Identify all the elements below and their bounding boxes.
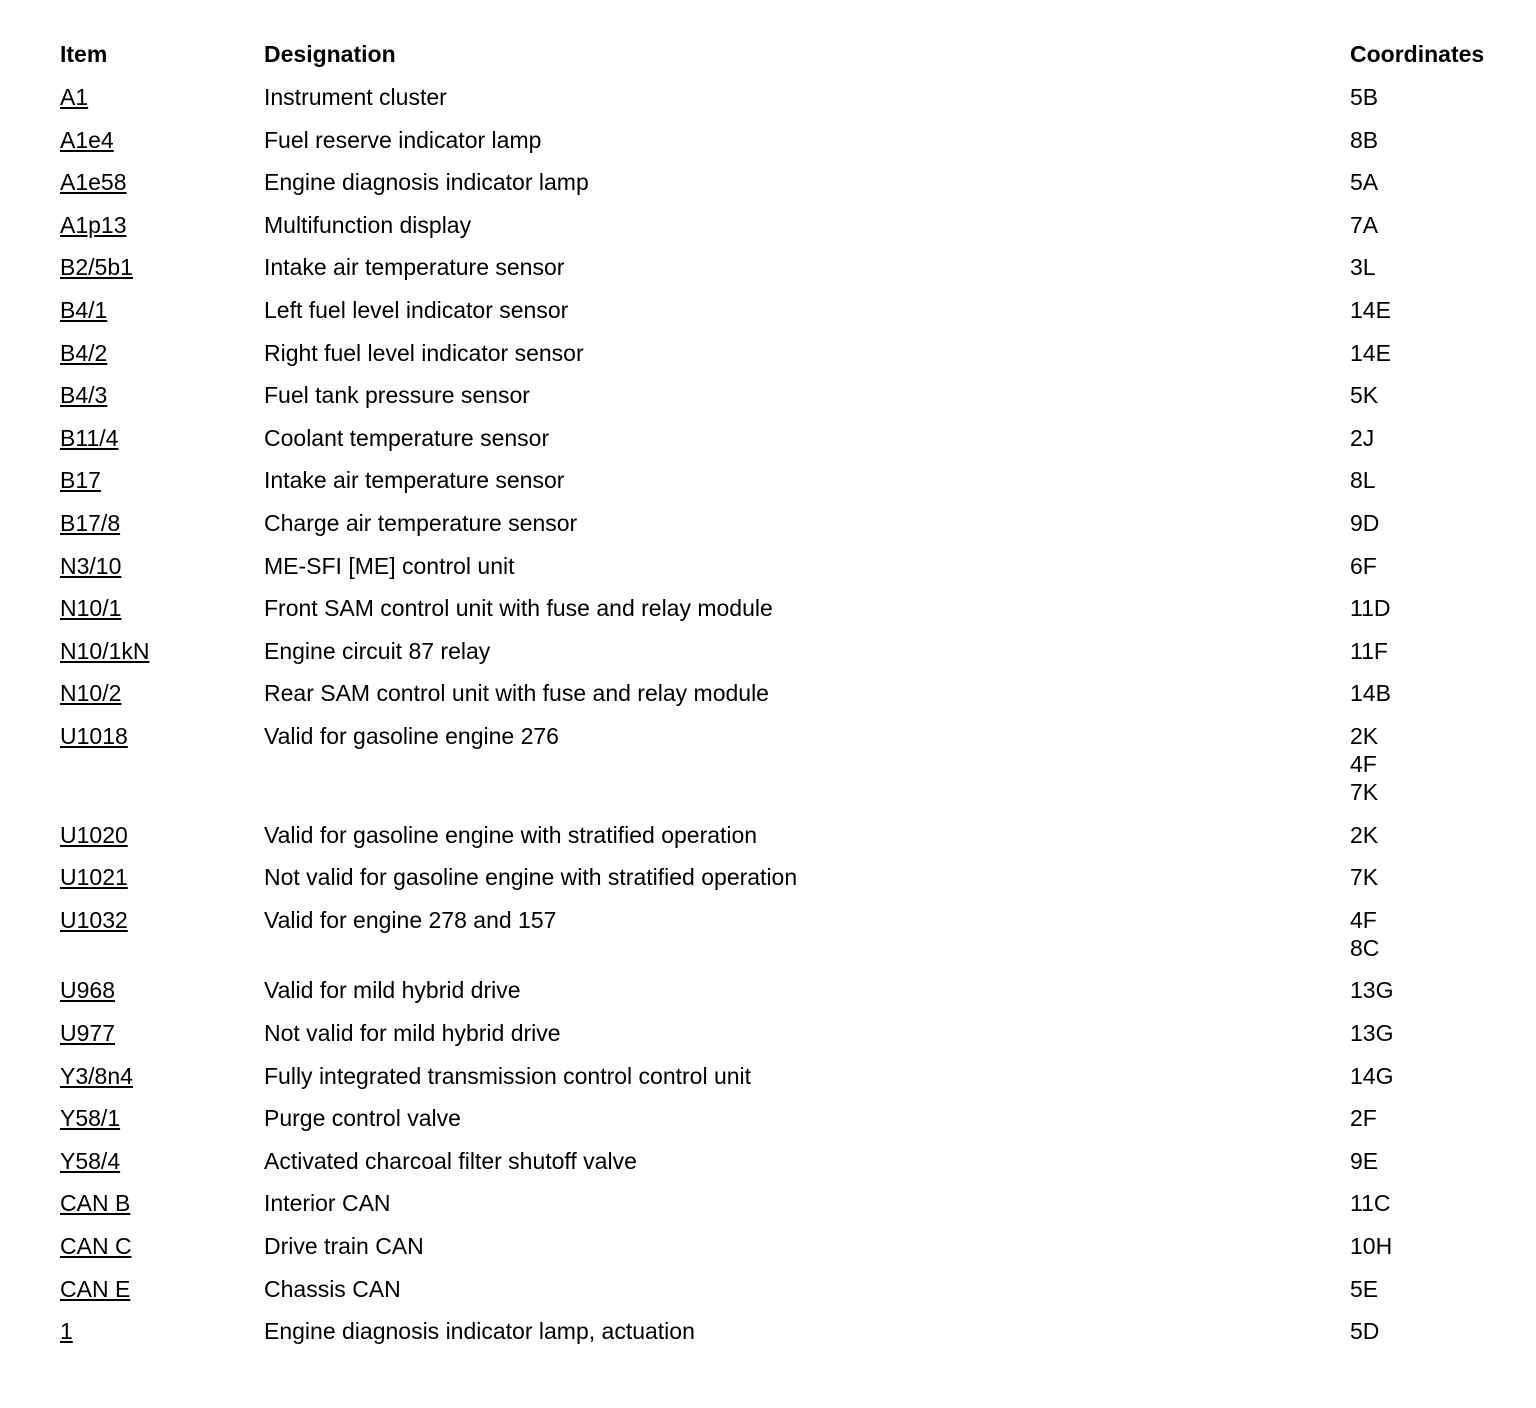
- coordinate-value: 11D: [1350, 595, 1391, 622]
- coordinates-cell: [1350, 509, 1379, 537]
- designation-text: Engine circuit 87 relay: [264, 637, 491, 664]
- coordinates-cell: [1350, 1104, 1377, 1132]
- designation-text: Drive train CAN: [264, 1233, 424, 1259]
- coordinates-cell: [1350, 1317, 1379, 1345]
- coordinate-value: 2F: [1350, 1105, 1377, 1132]
- item-link[interactable]: U1032: [60, 906, 128, 933]
- coordinate-value: 8L: [1350, 467, 1376, 494]
- coordinates-cell: [1350, 339, 1391, 367]
- coordinate-value: 11F: [1350, 637, 1388, 664]
- header-coordinates: Coordinates: [1350, 41, 1485, 67]
- coordinates-cell: [1350, 1147, 1378, 1175]
- item-link[interactable]: U1020: [60, 821, 128, 848]
- coordinates-cell: [1350, 722, 1378, 806]
- coordinates-cell: [1350, 466, 1376, 494]
- header-designation: Designation: [264, 41, 396, 67]
- designation-text: Not valid for mild hybrid drive: [264, 1020, 561, 1046]
- designation-text: Valid for gasoline engine with stratified operation: [264, 821, 758, 848]
- designation-text: Intake air temperature sensor: [264, 467, 565, 494]
- item-link[interactable]: B17/8: [60, 510, 121, 536]
- item-link[interactable]: A1e4: [60, 126, 114, 153]
- designation-text: Front SAM control unit with fuse and relay module: [264, 595, 773, 622]
- coordinate-value: 14G: [1350, 1062, 1394, 1089]
- designation-text: Charge air temperature sensor: [264, 510, 578, 536]
- item-link[interactable]: CAN B: [60, 1190, 131, 1217]
- coordinate-value: 4F: [1350, 751, 1377, 777]
- item-link[interactable]: U1018: [60, 723, 128, 749]
- coordinate-value: 8B: [1350, 126, 1379, 153]
- item-link[interactable]: B4/2: [60, 339, 108, 366]
- coordinate-value: 7A: [1350, 211, 1379, 238]
- coordinate-value: 14B: [1350, 680, 1391, 707]
- header-item: Item: [60, 41, 108, 67]
- item-link[interactable]: A1: [60, 84, 89, 110]
- designation-text: Valid for mild hybrid drive: [264, 977, 521, 1004]
- coordinate-value: 7K: [1350, 779, 1379, 805]
- coordinates-cell: [1350, 126, 1378, 154]
- coordinate-value: 5K: [1350, 382, 1379, 409]
- coordinate-value: 5D: [1350, 1318, 1380, 1345]
- item-link[interactable]: N10/2: [60, 680, 122, 707]
- item-link[interactable]: B17: [60, 467, 101, 494]
- coordinate-value: 6F: [1350, 552, 1377, 579]
- coordinates-cell: [1350, 168, 1378, 196]
- designation-text: Interior CAN: [264, 1190, 391, 1217]
- designation-text: Activated charcoal filter shutoff valve: [264, 1147, 637, 1174]
- designation-text: Instrument cluster: [264, 84, 447, 110]
- coordinate-value: 5B: [1350, 84, 1379, 110]
- designation-text: Purge control valve: [264, 1105, 461, 1132]
- coordinate-value: 5A: [1350, 169, 1379, 196]
- designation-text: Engine diagnosis indicator lamp: [264, 169, 589, 196]
- coordinate-value: 14E: [1350, 339, 1391, 366]
- designation-text: Engine diagnosis indicator lamp, actuation: [264, 1318, 695, 1345]
- coordinates-cell: [1350, 679, 1391, 707]
- item-link[interactable]: 1: [60, 1318, 73, 1345]
- designation-text: Not valid for gasoline engine with stratified operation: [264, 864, 798, 891]
- item-link[interactable]: N3/10: [60, 552, 122, 579]
- coordinates-cell: [1350, 1275, 1378, 1303]
- coordinate-value: 9D: [1350, 510, 1380, 536]
- designation-text: Chassis CAN: [264, 1275, 401, 1302]
- item-link[interactable]: U968: [60, 977, 115, 1004]
- item-link[interactable]: A1p13: [60, 211, 127, 238]
- item-link[interactable]: Y3/8n4: [60, 1062, 133, 1089]
- designation-text: Valid for gasoline engine 276: [264, 723, 559, 749]
- coordinate-value: 13G: [1350, 977, 1394, 1004]
- item-link[interactable]: Y58/1: [60, 1105, 121, 1132]
- item-link[interactable]: B2/5b1: [60, 254, 133, 281]
- item-link[interactable]: B4/3: [60, 382, 108, 409]
- coordinate-value: 10H: [1350, 1233, 1393, 1259]
- coordinate-value: 8C: [1350, 934, 1380, 961]
- item-link[interactable]: CAN C: [60, 1233, 132, 1259]
- item-link[interactable]: U977: [60, 1020, 115, 1046]
- coordinates-cell: [1350, 211, 1378, 239]
- item-link[interactable]: CAN E: [60, 1275, 131, 1302]
- coordinate-value: 7K: [1350, 864, 1379, 891]
- item-link[interactable]: N10/1: [60, 595, 122, 622]
- coordinate-value: 13G: [1350, 1020, 1394, 1046]
- designation-text: Intake air temperature sensor: [264, 254, 565, 281]
- item-link[interactable]: U1021: [60, 864, 128, 891]
- coordinates-cell: [1350, 1232, 1392, 1260]
- coordinates-cell: [1350, 637, 1388, 665]
- coordinates-cell: [1350, 296, 1391, 324]
- designation-text: Fully integrated transmission control control unit: [264, 1062, 752, 1089]
- item-link[interactable]: B4/1: [60, 297, 108, 323]
- coordinates-cell: [1350, 821, 1378, 849]
- coordinates-cell: [1350, 424, 1374, 452]
- item-link[interactable]: A1e58: [60, 169, 127, 196]
- coordinates-cell: [1350, 863, 1378, 891]
- coordinates-cell: [1350, 976, 1393, 1004]
- coordinates-cell: [1350, 381, 1378, 409]
- item-link[interactable]: N10/1kN: [60, 637, 150, 664]
- designation-text: Left fuel level indicator sensor: [264, 297, 569, 323]
- coordinates-cell: [1350, 1019, 1393, 1047]
- coordinate-value: 9E: [1350, 1147, 1379, 1174]
- designation-text: Right fuel level indicator sensor: [264, 339, 584, 366]
- designation-text: ME-SFI [ME] control unit: [264, 552, 515, 579]
- coordinates-cell: [1350, 906, 1379, 962]
- coordinate-value: 14E: [1350, 297, 1391, 323]
- designation-text: Multifunction display: [264, 211, 472, 238]
- designation-text: Fuel tank pressure sensor: [264, 382, 530, 409]
- coordinates-cell: [1350, 594, 1391, 622]
- coordinate-value: 2K: [1350, 821, 1379, 848]
- coordinate-value: 2J: [1350, 424, 1375, 451]
- designation-text: Valid for engine 278 and 157: [264, 906, 557, 933]
- coordinate-value: 5E: [1350, 1275, 1379, 1302]
- designation-text: Fuel reserve indicator lamp: [264, 126, 542, 153]
- coordinates-cell: [1350, 1189, 1391, 1217]
- item-link[interactable]: B11/4: [60, 424, 119, 451]
- coordinates-cell: [1350, 253, 1376, 281]
- coordinates-cell: [1350, 1062, 1393, 1090]
- coordinate-value: 3L: [1350, 254, 1376, 281]
- coordinate-value: 4F: [1350, 906, 1377, 933]
- designation-text: Coolant temperature sensor: [264, 424, 550, 451]
- item-link[interactable]: Y58/4: [60, 1147, 121, 1174]
- coordinate-value: 11C: [1350, 1190, 1391, 1217]
- designation-text: Rear SAM control unit with fuse and relay module: [264, 680, 769, 707]
- coordinates-cell: [1350, 83, 1378, 111]
- coordinates-cell: [1350, 552, 1377, 580]
- coordinate-value: 2K: [1350, 723, 1379, 749]
